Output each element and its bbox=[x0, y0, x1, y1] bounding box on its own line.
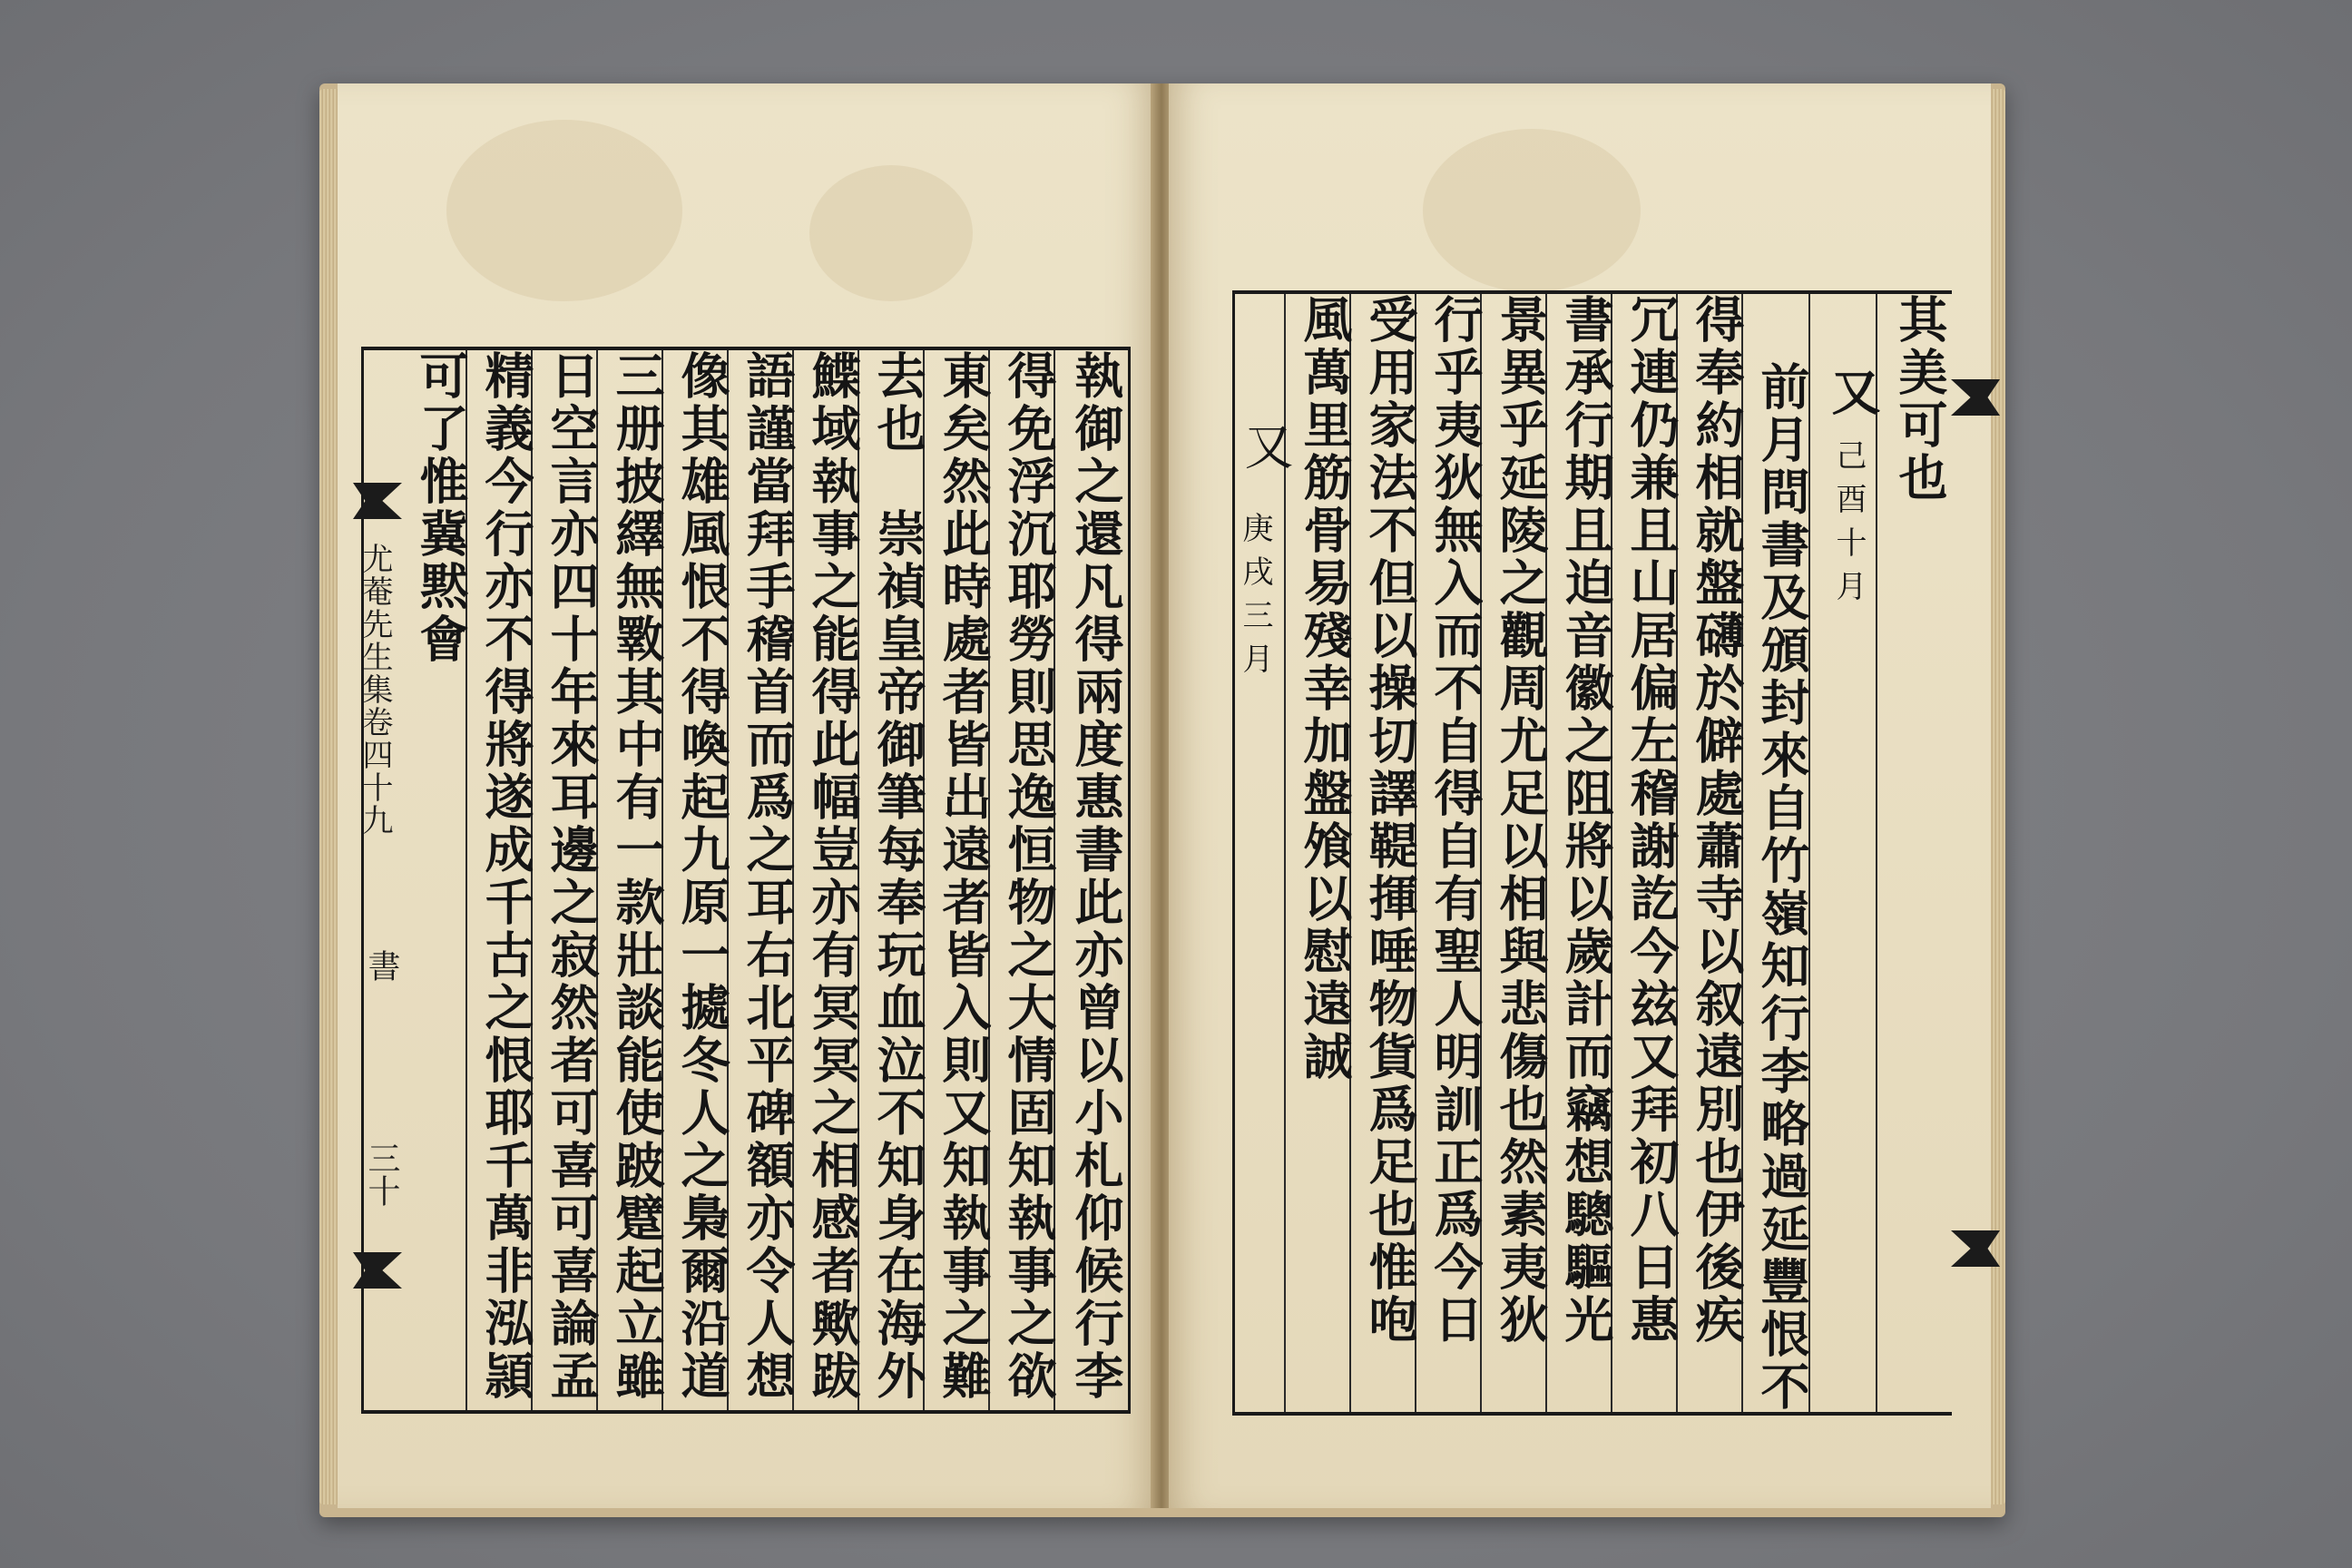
right-page bbox=[1169, 83, 1991, 1508]
text-column-11: 可了惟冀黙會 bbox=[412, 350, 470, 666]
text-column-11: 風萬里筋骨易殘幸加盤飧以慰遠誠 bbox=[1296, 294, 1354, 1083]
text-column-4: 前月問書及頒封來自竹嶺知行李略過延豐恨不 bbox=[1753, 361, 1811, 1414]
text-column-6: 語謹當拜手稽首而爲之耳右北平碑額亦令人想 bbox=[739, 350, 797, 1403]
text-column-7: 書承行期且迫音徽之阻將以歲計而竊想驄驅光 bbox=[1557, 294, 1615, 1347]
text-column-4: 去也 崇禎皇帝御筆每奉玩血泣不知身在海外 bbox=[869, 350, 927, 1403]
text-column-1: 執御之還凡得兩度惠書此亦曾以小札仰候行李 bbox=[1067, 350, 1125, 1403]
text-column-1: 其美可也 bbox=[1891, 294, 1949, 505]
open-book bbox=[319, 83, 2005, 1517]
text-column-6: 冗連仍兼且山居偏左稽謝訖今玆又拜初八日惠 bbox=[1622, 294, 1681, 1347]
paper-stain bbox=[1423, 129, 1641, 292]
text-column-8: 景異乎延陵之觀周尤足以相與悲傷也然素夷狄 bbox=[1492, 294, 1550, 1347]
text-column-10: 受用家法不但以操切譯鞮揮唾物貨爲足也惟咆 bbox=[1361, 294, 1419, 1347]
left-page bbox=[338, 83, 1156, 1508]
column-rule bbox=[1876, 294, 1877, 1412]
page-number: 三十 bbox=[363, 1142, 400, 1207]
text-column-3: 東矣然此時處者皆出遠者皆入則又知執事之難 bbox=[935, 350, 993, 1403]
text-column-5: 鰈域執事之能得此幅豈亦有冥冥之相感者歟跋 bbox=[804, 350, 862, 1403]
letter-date: 己酉十月 bbox=[1830, 439, 1867, 613]
paper-stain bbox=[446, 120, 682, 301]
right-text-frame bbox=[1232, 290, 1952, 1416]
text-column-10: 精義今行亦不得將遂成千古之恨耶千萬非泓頴 bbox=[477, 350, 535, 1403]
text-column-5: 得奉約相就盤礴於僻處蕭寺以叙遠別也伊後疾 bbox=[1688, 294, 1746, 1347]
letter-heading: 又 bbox=[1824, 367, 1882, 419]
text-column-7: 像其雄風恨不得喚起九原一㨿冬人之梟爾沿道 bbox=[673, 350, 731, 1403]
collection-title: 尤菴先生集卷四十九 bbox=[357, 543, 393, 837]
paper-stain bbox=[809, 165, 973, 301]
text-column-9: 行乎夷狄無入而不自得自有聖人明訓正爲今日 bbox=[1426, 294, 1485, 1347]
left-text-frame bbox=[357, 347, 1131, 1414]
banxin bbox=[351, 350, 407, 1410]
letter-date-2: 庚戌三月 bbox=[1237, 512, 1273, 686]
fishtail-mark-lower bbox=[353, 1252, 402, 1289]
text-column-8: 三册披繹無斁其中有一款壯談能使跛躄起立雖 bbox=[608, 350, 666, 1403]
text-column-2: 得免浮沉耶勞則思逸恒物之大情固知執事之欲 bbox=[1000, 350, 1058, 1403]
page-edges-right bbox=[1989, 89, 2005, 1504]
letter-heading-2: 又 bbox=[1237, 421, 1294, 474]
text-column-9: 日空言亦四十年來耳邊之寂然者可喜可喜論孟 bbox=[543, 350, 601, 1403]
fishtail-mark-upper bbox=[353, 483, 402, 519]
section-label: 書 bbox=[363, 949, 400, 982]
